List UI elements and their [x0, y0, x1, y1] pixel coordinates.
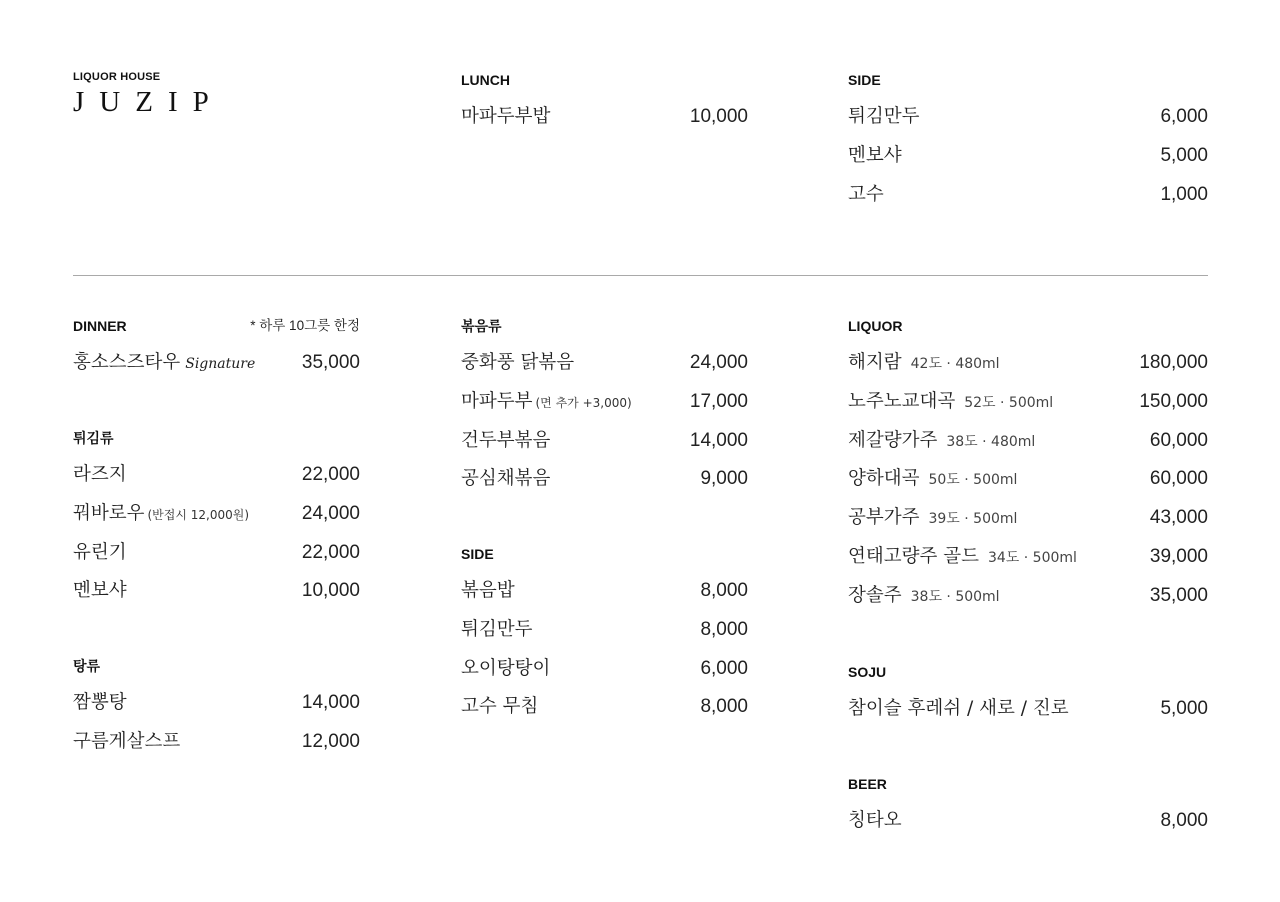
item-price: 6,000: [700, 657, 748, 679]
item-price: 39,000: [1149, 545, 1208, 567]
menu-item: [848, 690, 1208, 729]
soju-section: [848, 662, 1208, 729]
menu-item: [73, 723, 360, 762]
item-name-wrap: [73, 344, 255, 384]
section-title: 볶음류: [461, 318, 502, 334]
item-price: 35,000: [1149, 584, 1208, 606]
item-name: 멘보샤: [73, 580, 127, 602]
menu-item: [461, 688, 748, 727]
item-price: 1,000: [1160, 183, 1208, 205]
menu-item: [73, 495, 360, 534]
menu-item: [848, 802, 1208, 841]
item-name: 튀김만두: [848, 106, 920, 127]
menu-item: [461, 344, 748, 383]
liquor-section: [848, 316, 1208, 615]
menu-item: [848, 137, 1208, 176]
item-price: 60,000: [1149, 468, 1208, 490]
item-name-wrap: [848, 499, 1017, 539]
item-spec: 52도 · 500ml: [964, 394, 1054, 411]
menu-item: [73, 572, 360, 611]
section-title: BEER: [848, 776, 887, 792]
item-price: 35,000: [301, 352, 360, 373]
fried-section: [73, 428, 360, 611]
item-name: 홍소스즈타우: [73, 352, 181, 373]
item-price: 24,000: [301, 502, 360, 524]
item-price: 9,000: [700, 468, 748, 490]
item-price: 22,000: [301, 464, 360, 485]
item-price: 5,000: [1160, 698, 1208, 719]
item-price: 8,000: [1160, 810, 1208, 831]
menu-item: [461, 98, 748, 137]
item-price: 60,000: [1149, 429, 1208, 451]
item-price: 8,000: [700, 580, 748, 601]
dinner-header: [73, 316, 360, 336]
menu-item: [73, 534, 360, 573]
item-price: 17,000: [689, 390, 748, 412]
item-price: 180,000: [1139, 352, 1208, 373]
menu-item: [461, 422, 748, 461]
dinner-section: [73, 316, 360, 383]
item-name: 오이탕탕이: [461, 657, 551, 679]
item-name: 유린기: [73, 541, 127, 563]
item-name: 고수 무침: [461, 696, 539, 718]
stirfry-section: [461, 316, 748, 499]
item-name: 꿔바로우: [73, 502, 145, 524]
item-spec: 38도 · 480ml: [946, 433, 1036, 450]
item-name-wrap: [848, 538, 1077, 578]
menu-item: [848, 422, 1208, 461]
menu-item: [848, 499, 1208, 538]
item-name: 볶음밥: [461, 580, 515, 601]
item-name-wrap: [848, 422, 1035, 462]
brand-subtitle: LIQUOR HOUSE: [73, 71, 161, 83]
item-spec: 34도 · 500ml: [987, 549, 1077, 566]
menu-item: [848, 538, 1208, 577]
menu-item: [848, 383, 1208, 422]
item-name: 마파두부밥: [461, 106, 551, 127]
dinner-side-section: [461, 544, 748, 727]
item-spec: 50도 · 500ml: [928, 472, 1018, 489]
lunch-section: [461, 70, 748, 137]
beer-section: [848, 774, 1208, 841]
menu-item: [73, 456, 360, 495]
item-name: 짬뽕탕: [73, 692, 127, 713]
item-name: 구름게살스프: [73, 730, 181, 752]
dinner-note: * 하루 10그릇 한정: [250, 318, 360, 333]
menu-item: [848, 577, 1208, 616]
menu-item: [848, 98, 1208, 137]
section-title: SIDE: [848, 72, 881, 88]
section-title: LIQUOR: [848, 318, 903, 334]
item-spec: 39도 · 500ml: [928, 511, 1018, 527]
item-name: 멘보샤: [848, 144, 902, 166]
item-price: 8,000: [700, 618, 748, 640]
brand-logo: JUZIP: [73, 86, 224, 118]
item-name: 제갈량가주: [848, 429, 938, 451]
menu-item: [461, 611, 748, 650]
item-name: 노주노교대곡: [848, 390, 956, 412]
item-name-wrap: [848, 460, 1017, 500]
item-name: 양하대곡: [848, 468, 920, 490]
item-spec: 38도 · 500ml: [910, 588, 1000, 605]
item-price: 22,000: [301, 541, 360, 563]
item-price: 12,000: [301, 730, 360, 752]
section-title: SOJU: [848, 664, 887, 680]
item-name: 건두부볶음: [461, 429, 551, 451]
menu-item: [848, 460, 1208, 499]
item-price: 24,000: [689, 352, 748, 373]
section-divider: [73, 275, 1208, 276]
item-name: 튀김만두: [461, 618, 533, 640]
soup-section: [73, 656, 360, 762]
item-name-wrap: [461, 383, 632, 423]
item-name: 고수: [848, 183, 884, 205]
item-sub: (반접시 12,000원): [147, 507, 250, 522]
section-title: SIDE: [461, 546, 494, 562]
item-name: 라즈지: [73, 464, 127, 485]
item-name: 연태고량주 골드: [848, 545, 979, 567]
section-title: 탕류: [73, 658, 101, 674]
item-price: 10,000: [301, 580, 360, 602]
item-name-wrap: [73, 495, 249, 535]
item-name: 참이슬 후레쉬 / 새로 / 진로: [848, 698, 1069, 719]
lunch-side-section: [848, 70, 1208, 214]
item-name-wrap: [848, 344, 1000, 384]
item-name: 공부가주: [848, 507, 920, 528]
menu-item: [848, 176, 1208, 215]
item-name-wrap: [848, 577, 1000, 617]
item-price: 5,000: [1160, 144, 1208, 166]
item-price: 6,000: [1160, 106, 1208, 127]
item-name: 장솔주: [848, 584, 902, 606]
menu-item: [848, 344, 1208, 383]
item-name: 마파두부: [461, 390, 533, 412]
item-name: 해지람: [848, 352, 902, 373]
item-price: 10,000: [689, 106, 748, 127]
item-name: 중화풍 닭볶음: [461, 352, 575, 373]
item-name-wrap: [848, 383, 1053, 423]
item-name: 공심채볶음: [461, 468, 551, 490]
item-price: 14,000: [301, 692, 360, 713]
item-price: 150,000: [1139, 390, 1208, 412]
menu-item: [461, 383, 748, 422]
menu-item: [73, 684, 360, 723]
signature-tag: Signature: [185, 356, 256, 372]
section-title: 튀김류: [73, 430, 114, 446]
section-title: LUNCH: [461, 72, 510, 88]
item-sub: (면 추가 +3,000): [535, 395, 632, 410]
item-price: 8,000: [700, 696, 748, 718]
brand: [73, 71, 224, 117]
section-title: DINNER: [73, 318, 127, 334]
item-price: 14,000: [689, 429, 748, 451]
menu-item: [461, 572, 748, 611]
item-price: 43,000: [1149, 507, 1208, 528]
menu-item: [461, 650, 748, 689]
menu-item: [461, 460, 748, 499]
item-name: 칭타오: [848, 810, 902, 831]
item-spec: 42도 · 480ml: [910, 356, 1000, 372]
signature-item: [73, 344, 360, 383]
